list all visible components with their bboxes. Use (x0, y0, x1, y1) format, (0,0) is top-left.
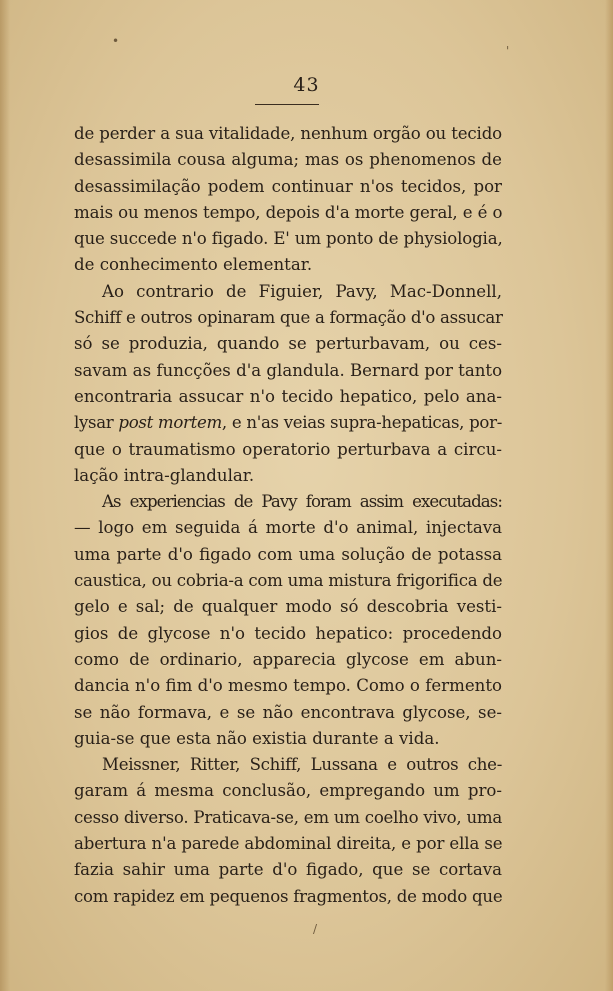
text-line: — logo em seguida á morte d'o animal, injectava (74, 518, 502, 538)
text-line: lação intra-glandular. (74, 465, 255, 485)
text-line: encontraria assucar n'o tecido hepatico, pelo ana- (74, 386, 502, 406)
text-line: abertura n'a parede abdominal direita, e por ella se (74, 834, 503, 854)
text-line: como de ordinario, apparecia glycose em abun- (74, 649, 502, 669)
paragraph (74, 489, 502, 752)
header-rule (255, 104, 319, 105)
text-line: Meissner, Ritter, Schiff, Lussana e outros che- (102, 755, 502, 775)
text-line: mais ou menos tempo, depois d'a morte geral, e é o (74, 202, 503, 222)
ink-speck: / (313, 922, 318, 936)
text-line: savam as funcções d'a glandula. Bernard por tanto (74, 360, 503, 380)
ink-speck: ' (506, 44, 510, 58)
text-line: dancia n'o fim d'o mesmo tempo. Como o fermento (74, 676, 502, 696)
page-number: 43 (293, 74, 320, 96)
text-line: desassimilação podem continuar n'os tecidos, por (74, 176, 502, 196)
text-line: cesso diverso. Praticava-se, em um coelho vivo, uma (74, 807, 502, 827)
text-line: caustica, ou cobria-a com uma mistura frigorifica de (74, 571, 503, 591)
text-line: guia-se que esta não existia durante a vida. (74, 728, 440, 748)
text-line: de perder a sua vitalidade, nenhum orgão ou tecido (74, 124, 502, 143)
paragraph (74, 752, 502, 910)
text-line: desassimila cousa alguma; mas os phenomenos de (74, 150, 502, 170)
paragraph (74, 121, 502, 279)
text-line: uma parte d'o figado com uma solução de potassa (74, 544, 502, 564)
text-line: que succede n'o figado. E' um ponto de physiologia, (74, 229, 503, 249)
paragraph (74, 279, 502, 489)
text-line: Schiff e outros opinaram que a formação d'o assucar (74, 308, 503, 328)
text-line: garam á mesma conclusão, empregando um pro- (74, 781, 502, 801)
page-edge-right (605, 0, 613, 991)
ink-speck: • (112, 34, 120, 48)
text-line: As experiencias de Pavy foram assim executadas: (102, 492, 502, 512)
body-text (74, 121, 502, 910)
text-line: só se produzia, quando se perturbavam, ou ces- (74, 334, 502, 354)
text-line: gelo e sal; de qualquer modo só descobria vesti- (74, 597, 502, 617)
text-line: se não formava, e se não encontrava glycose, se- (74, 702, 502, 722)
text-line: de conhecimento elementar. (74, 255, 313, 275)
text-line: lysar post mortem, e n'as veias supra-hepaticas, por- (74, 413, 502, 433)
text-line: gios de glycose n'o tecido hepatico: procedendo (74, 623, 502, 643)
text-line: com rapidez em pequenos fragmentos, de modo que (74, 886, 503, 906)
text-line: fazia sahir uma parte d'o figado, que se cortava (74, 860, 502, 880)
text-line: que o traumatismo operatorio perturbava a circu- (74, 439, 502, 459)
page-edge-left (0, 0, 10, 991)
text-line: Ao contrario de Figuier, Pavy, Mac-Donnell, (102, 281, 502, 301)
